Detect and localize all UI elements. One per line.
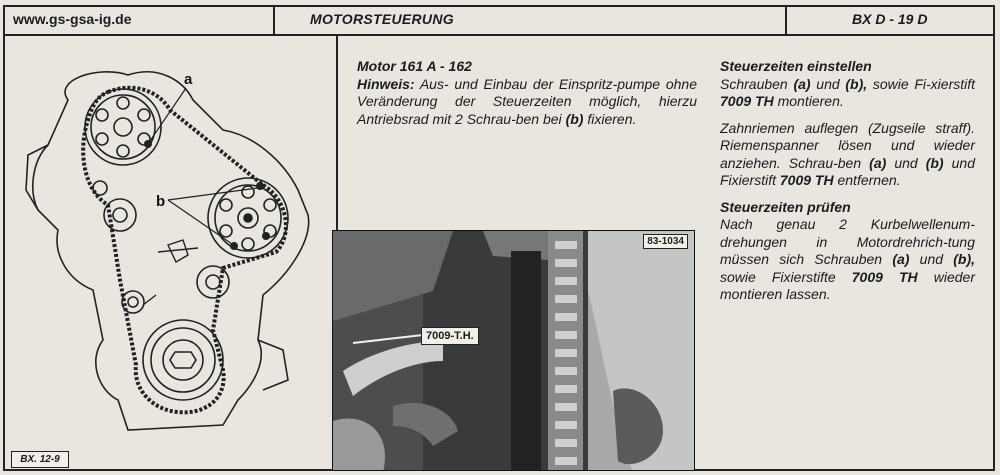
engine-heading: Motor 161 A - 162 <box>357 58 472 74</box>
hint-label: Hinweis: <box>357 75 415 92</box>
hint-block <box>357 58 697 128</box>
injection-pump-sprocket <box>208 178 288 258</box>
section-title: MOTORSTEUERUNG <box>310 11 454 27</box>
instructions-block <box>720 58 975 304</box>
bolt-ref-a: (a) <box>793 75 811 92</box>
figure-label: BX. 12-9 <box>11 451 69 468</box>
bolt-ref-b: (b), <box>845 75 868 92</box>
tool-ref: 7009 TH <box>720 93 774 109</box>
header-divider <box>273 5 275 34</box>
text: sowie Fixierstifte <box>720 268 836 285</box>
instruction-paragraph <box>720 120 975 190</box>
instruction-paragraph <box>720 216 975 304</box>
photo-graphic <box>333 231 695 471</box>
hint-text: fixieren. <box>587 110 637 127</box>
text: und <box>816 75 840 92</box>
engine-photo <box>332 230 695 471</box>
instruction-paragraph <box>720 76 975 111</box>
text: sowie Fi-xierstift <box>872 75 976 92</box>
section-heading-set-timing: Steuerzeiten einstellen <box>720 58 872 74</box>
bolt-ref-a: (a) <box>892 251 910 267</box>
timing-belt-diagram <box>8 40 333 450</box>
tool-ref: 7009 TH <box>779 172 834 188</box>
bolt-ref-b: (b) <box>925 154 944 171</box>
hint-text: Aus- und Einbau der Einspritz-pumpe ohne Veränderung der Steuerzeiten möglich, hierzu Antriebsrad mit 2 Schrau-ben bei <box>357 75 697 127</box>
diagram-label-a: a <box>184 71 193 88</box>
text: und Fixierstift <box>720 154 975 188</box>
camshaft-sprocket <box>85 89 161 165</box>
text: Nach genau 2 Kurbelwellenum-drehungen in Motordrehrich-tung müssen sich Schrauben <box>720 216 975 267</box>
model-code: BX D - 19 D <box>852 11 928 27</box>
text: wieder montieren lassen. <box>720 268 976 302</box>
text: entfernen. <box>837 172 901 188</box>
tool-ref: 7009 TH <box>851 268 918 285</box>
photo-reference: 83-1034 <box>643 234 688 249</box>
bolt-ref-b: (b) <box>565 110 584 127</box>
bolt-ref-b: (b), <box>953 251 976 267</box>
bolt-ref-a: (a) <box>869 154 887 171</box>
crankshaft-sprocket <box>143 320 223 400</box>
text: und <box>894 154 918 171</box>
text: Zahnriemen auflegen (Zugseile straff). Riemenspanner lösen und wieder anziehen. Schrau-ben <box>720 119 975 171</box>
hint-paragraph <box>357 76 697 129</box>
text: und <box>919 251 944 267</box>
site-url: www.gs-gsa-ig.de <box>13 11 132 27</box>
tool-label: 7009-T.H. <box>421 327 479 345</box>
header-divider <box>785 5 787 34</box>
page-header <box>3 5 995 36</box>
text: montieren. <box>777 93 844 109</box>
section-heading-check-timing: Steuerzeiten prüfen <box>720 198 851 215</box>
diagram-label-b: b <box>156 193 166 210</box>
text: Schrauben <box>720 75 788 92</box>
